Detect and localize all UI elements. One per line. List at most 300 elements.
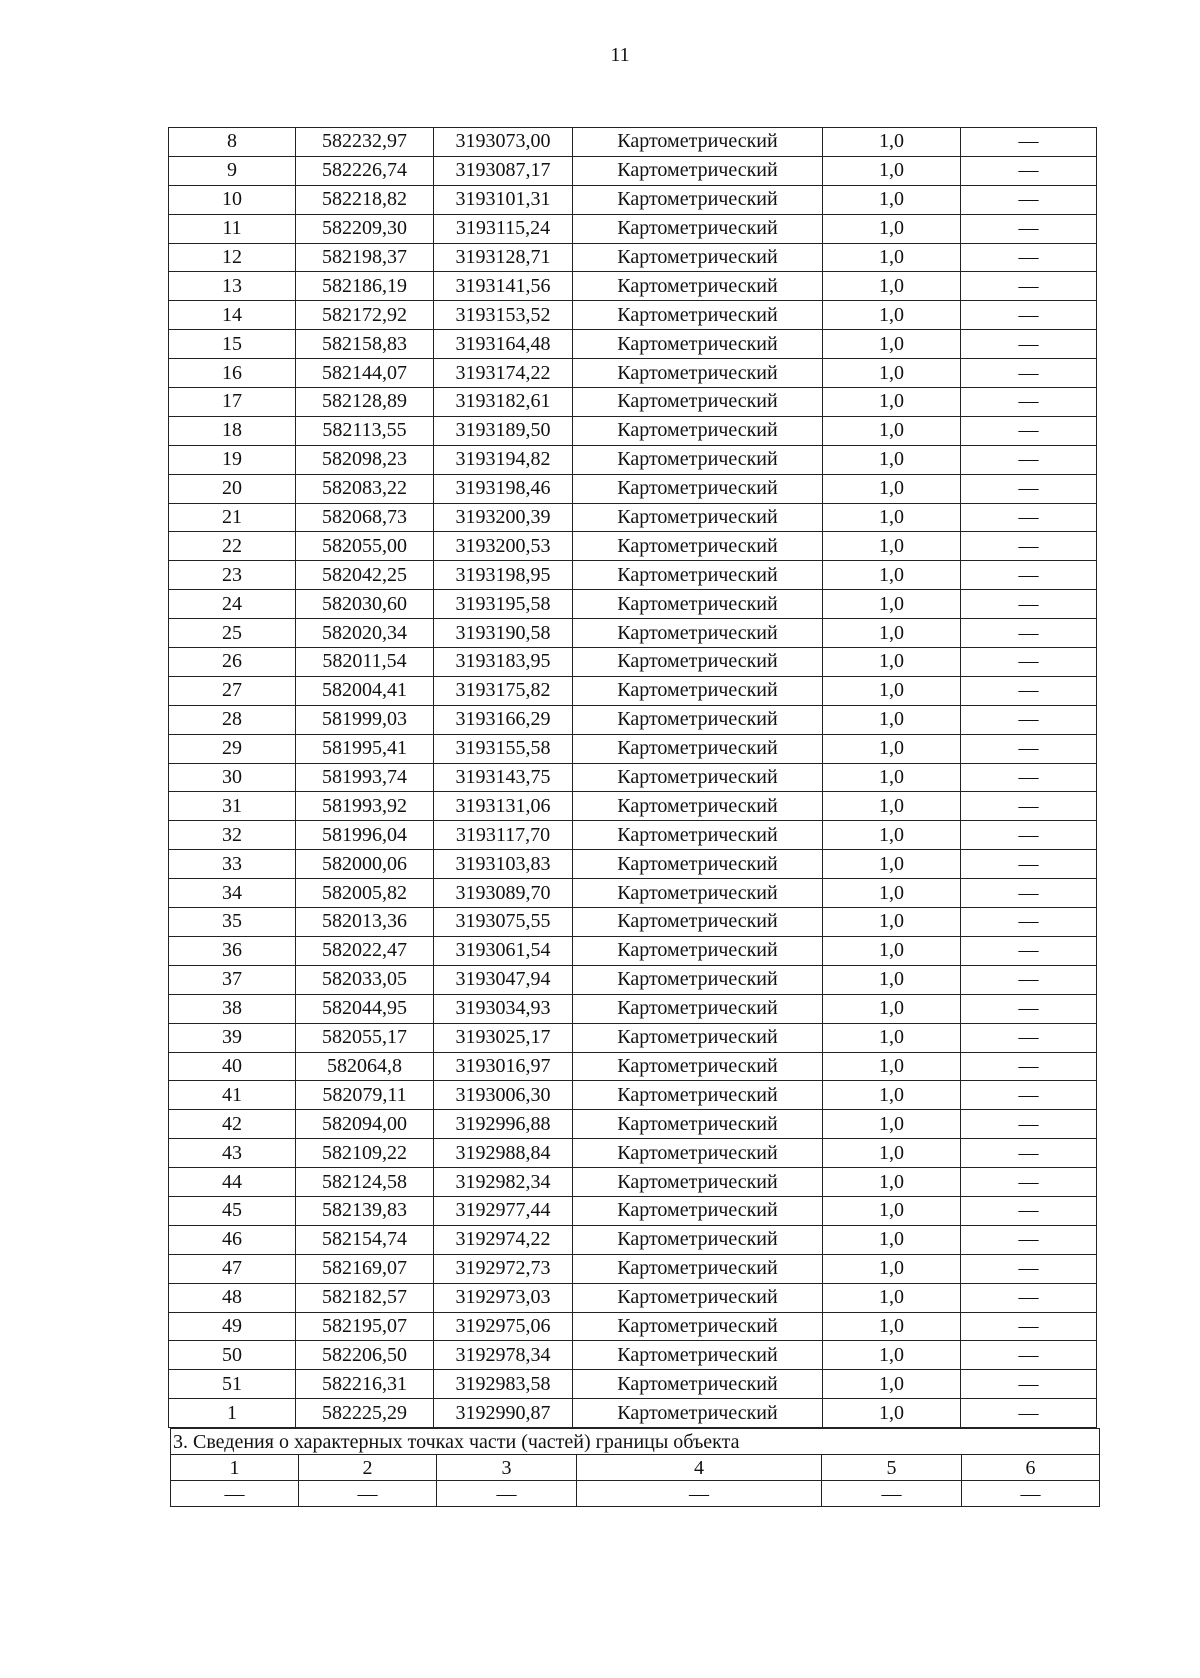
x-coordinate-cell: 582195,07: [296, 1312, 434, 1341]
method-cell: Картометрический: [573, 1110, 823, 1139]
table-row: [169, 128, 1097, 157]
method-cell: Картометрический: [573, 1225, 823, 1254]
x-coordinate-cell: 582042,25: [296, 561, 434, 590]
accuracy-cell: 1,0: [823, 301, 961, 330]
x-coordinate-cell: 582218,82: [296, 185, 434, 214]
accuracy-cell: 1,0: [823, 503, 961, 532]
y-coordinate-cell: 3193006,30: [434, 1081, 573, 1110]
method-cell: Картометрический: [573, 705, 823, 734]
point-number-cell: 36: [169, 936, 296, 965]
x-coordinate-cell: 582169,07: [296, 1254, 434, 1283]
table-row: [169, 965, 1097, 994]
accuracy-cell: 1,0: [823, 994, 961, 1023]
table-row: [169, 619, 1097, 648]
x-coordinate-cell: 582098,23: [296, 445, 434, 474]
x-coordinate-cell: 582124,58: [296, 1168, 434, 1197]
accuracy-cell: 1,0: [823, 1139, 961, 1168]
y-coordinate-cell: 3192977,44: [434, 1196, 573, 1225]
x-coordinate-cell: 582158,83: [296, 330, 434, 359]
method-cell: Картометрический: [573, 879, 823, 908]
x-coordinate-cell: 582064,8: [296, 1052, 434, 1081]
method-cell: Картометрический: [573, 1052, 823, 1081]
column-number-4: 4: [577, 1455, 822, 1481]
method-cell: Картометрический: [573, 128, 823, 157]
description-cell: —: [961, 330, 1097, 359]
accuracy-cell: 1,0: [823, 763, 961, 792]
section3-column-numbers-row: [171, 1455, 1100, 1481]
accuracy-cell: 1,0: [823, 676, 961, 705]
method-cell: Картометрический: [573, 792, 823, 821]
y-coordinate-cell: 3193175,82: [434, 676, 573, 705]
method-cell: Картометрический: [573, 734, 823, 763]
y-coordinate-cell: 3192988,84: [434, 1139, 573, 1168]
accuracy-cell: 1,0: [823, 1283, 961, 1312]
description-cell: —: [961, 185, 1097, 214]
x-coordinate-cell: 582186,19: [296, 272, 434, 301]
method-cell: Картометрический: [573, 648, 823, 677]
y-coordinate-cell: 3193131,06: [434, 792, 573, 821]
y-coordinate-cell: 3192978,34: [434, 1341, 573, 1370]
y-coordinate-cell: 3193195,58: [434, 590, 573, 619]
section3-heading-row: [171, 1429, 1100, 1455]
accuracy-cell: 1,0: [823, 330, 961, 359]
accuracy-cell: 1,0: [823, 590, 961, 619]
table-row: [169, 705, 1097, 734]
point-number-cell: 14: [169, 301, 296, 330]
column-number-6: 6: [962, 1455, 1100, 1481]
x-coordinate-cell: 582109,22: [296, 1139, 434, 1168]
table-row: [169, 185, 1097, 214]
y-coordinate-cell: 3193183,95: [434, 648, 573, 677]
x-coordinate-cell: 582055,17: [296, 1023, 434, 1052]
y-coordinate-cell: 3192973,03: [434, 1283, 573, 1312]
accuracy-cell: 1,0: [823, 1168, 961, 1197]
y-coordinate-cell: 3193153,52: [434, 301, 573, 330]
method-cell: Картометрический: [573, 416, 823, 445]
method-cell: Картометрический: [573, 388, 823, 417]
description-cell: —: [961, 1254, 1097, 1283]
boundary-points-table: [168, 127, 1097, 1428]
description-cell: —: [961, 1312, 1097, 1341]
description-cell: —: [961, 359, 1097, 388]
accuracy-cell: 1,0: [823, 1023, 961, 1052]
description-cell: —: [961, 1023, 1097, 1052]
empty-cell: —: [171, 1481, 299, 1507]
accuracy-cell: 1,0: [823, 272, 961, 301]
table-row: [169, 1312, 1097, 1341]
column-number-1: 1: [171, 1455, 299, 1481]
section3-table: [170, 1428, 1100, 1507]
column-number-5: 5: [822, 1455, 962, 1481]
description-cell: —: [961, 214, 1097, 243]
point-number-cell: 18: [169, 416, 296, 445]
table-row: [169, 1110, 1097, 1139]
accuracy-cell: 1,0: [823, 128, 961, 157]
x-coordinate-cell: 582004,41: [296, 676, 434, 705]
x-coordinate-cell: 582094,00: [296, 1110, 434, 1139]
table-row: [169, 1052, 1097, 1081]
x-coordinate-cell: 582044,95: [296, 994, 434, 1023]
accuracy-cell: 1,0: [823, 1341, 961, 1370]
column-number-2: 2: [299, 1455, 437, 1481]
point-number-cell: 43: [169, 1139, 296, 1168]
accuracy-cell: 1,0: [823, 1081, 961, 1110]
x-coordinate-cell: 582033,05: [296, 965, 434, 994]
x-coordinate-cell: 581993,74: [296, 763, 434, 792]
x-coordinate-cell: 582198,37: [296, 243, 434, 272]
table-row: [169, 532, 1097, 561]
y-coordinate-cell: 3193198,46: [434, 474, 573, 503]
table-row: [169, 359, 1097, 388]
accuracy-cell: 1,0: [823, 1225, 961, 1254]
table-row: [169, 503, 1097, 532]
y-coordinate-cell: 3193103,83: [434, 850, 573, 879]
table-row: [169, 445, 1097, 474]
y-coordinate-cell: 3193189,50: [434, 416, 573, 445]
table-row: [169, 1139, 1097, 1168]
accuracy-cell: 1,0: [823, 388, 961, 417]
y-coordinate-cell: 3193141,56: [434, 272, 573, 301]
point-number-cell: 42: [169, 1110, 296, 1139]
point-number-cell: 34: [169, 879, 296, 908]
y-coordinate-cell: 3193194,82: [434, 445, 573, 474]
method-cell: Картометрический: [573, 561, 823, 590]
method-cell: Картометрический: [573, 1254, 823, 1283]
x-coordinate-cell: 581995,41: [296, 734, 434, 763]
x-coordinate-cell: 582083,22: [296, 474, 434, 503]
table-row: [169, 1399, 1097, 1428]
x-coordinate-cell: 582144,07: [296, 359, 434, 388]
point-number-cell: 27: [169, 676, 296, 705]
table-row: [169, 388, 1097, 417]
method-cell: Картометрический: [573, 330, 823, 359]
y-coordinate-cell: 3193128,71: [434, 243, 573, 272]
table-row: [169, 821, 1097, 850]
x-coordinate-cell: 582216,31: [296, 1370, 434, 1399]
point-number-cell: 51: [169, 1370, 296, 1399]
point-number-cell: 35: [169, 908, 296, 937]
description-cell: —: [961, 908, 1097, 937]
accuracy-cell: 1,0: [823, 648, 961, 677]
table-row: [169, 1023, 1097, 1052]
point-number-cell: 30: [169, 763, 296, 792]
point-number-cell: 47: [169, 1254, 296, 1283]
point-number-cell: 1: [169, 1399, 296, 1428]
y-coordinate-cell: 3193166,29: [434, 705, 573, 734]
y-coordinate-cell: 3192983,58: [434, 1370, 573, 1399]
accuracy-cell: 1,0: [823, 908, 961, 937]
description-cell: —: [961, 590, 1097, 619]
point-number-cell: 13: [169, 272, 296, 301]
table-row: [169, 416, 1097, 445]
point-number-cell: 22: [169, 532, 296, 561]
accuracy-cell: 1,0: [823, 1254, 961, 1283]
point-number-cell: 33: [169, 850, 296, 879]
point-number-cell: 10: [169, 185, 296, 214]
table-row: [169, 1283, 1097, 1312]
x-coordinate-cell: 582011,54: [296, 648, 434, 677]
description-cell: —: [961, 416, 1097, 445]
method-cell: Картометрический: [573, 965, 823, 994]
point-number-cell: 46: [169, 1225, 296, 1254]
x-coordinate-cell: 582020,34: [296, 619, 434, 648]
method-cell: Картометрический: [573, 243, 823, 272]
description-cell: —: [961, 1052, 1097, 1081]
table-row: [169, 908, 1097, 937]
accuracy-cell: 1,0: [823, 879, 961, 908]
point-number-cell: 23: [169, 561, 296, 590]
x-coordinate-cell: 582232,97: [296, 128, 434, 157]
table-row: [169, 1254, 1097, 1283]
method-cell: Картометрический: [573, 1168, 823, 1197]
method-cell: Картометрический: [573, 994, 823, 1023]
point-number-cell: 28: [169, 705, 296, 734]
table-row: [169, 243, 1097, 272]
y-coordinate-cell: 3193190,58: [434, 619, 573, 648]
accuracy-cell: 1,0: [823, 561, 961, 590]
point-number-cell: 29: [169, 734, 296, 763]
table-row: [169, 792, 1097, 821]
x-coordinate-cell: 582030,60: [296, 590, 434, 619]
method-cell: Картометрический: [573, 359, 823, 388]
table-row: [169, 1341, 1097, 1370]
point-number-cell: 17: [169, 388, 296, 417]
point-number-cell: 25: [169, 619, 296, 648]
table-row: [169, 590, 1097, 619]
point-number-cell: 16: [169, 359, 296, 388]
table-row: [169, 330, 1097, 359]
point-number-cell: 40: [169, 1052, 296, 1081]
accuracy-cell: 1,0: [823, 185, 961, 214]
description-cell: —: [961, 1341, 1097, 1370]
y-coordinate-cell: 3193025,17: [434, 1023, 573, 1052]
table-row: [169, 1370, 1097, 1399]
method-cell: Картометрический: [573, 503, 823, 532]
point-number-cell: 50: [169, 1341, 296, 1370]
y-coordinate-cell: 3193115,24: [434, 214, 573, 243]
x-coordinate-cell: 582079,11: [296, 1081, 434, 1110]
y-coordinate-cell: 3193087,17: [434, 156, 573, 185]
description-cell: —: [961, 705, 1097, 734]
empty-cell: —: [577, 1481, 822, 1507]
accuracy-cell: 1,0: [823, 359, 961, 388]
method-cell: Картометрический: [573, 1283, 823, 1312]
empty-cell: —: [822, 1481, 962, 1507]
point-number-cell: 44: [169, 1168, 296, 1197]
x-coordinate-cell: 582055,00: [296, 532, 434, 561]
point-number-cell: 49: [169, 1312, 296, 1341]
x-coordinate-cell: 582225,29: [296, 1399, 434, 1428]
description-cell: —: [961, 1110, 1097, 1139]
y-coordinate-cell: 3193016,97: [434, 1052, 573, 1081]
y-coordinate-cell: 3192996,88: [434, 1110, 573, 1139]
description-cell: —: [961, 503, 1097, 532]
method-cell: Картометрический: [573, 821, 823, 850]
method-cell: Картометрический: [573, 1139, 823, 1168]
table-row: [169, 1196, 1097, 1225]
point-number-cell: 37: [169, 965, 296, 994]
accuracy-cell: 1,0: [823, 214, 961, 243]
table-row: [169, 156, 1097, 185]
y-coordinate-cell: 3193073,00: [434, 128, 573, 157]
table-row: [169, 561, 1097, 590]
y-coordinate-cell: 3193047,94: [434, 965, 573, 994]
method-cell: Картометрический: [573, 445, 823, 474]
y-coordinate-cell: 3193155,58: [434, 734, 573, 763]
table-row: [169, 850, 1097, 879]
x-coordinate-cell: 582013,36: [296, 908, 434, 937]
empty-cell: —: [299, 1481, 437, 1507]
point-number-cell: 31: [169, 792, 296, 821]
description-cell: —: [961, 850, 1097, 879]
point-number-cell: 48: [169, 1283, 296, 1312]
y-coordinate-cell: 3193200,53: [434, 532, 573, 561]
empty-cell: —: [437, 1481, 577, 1507]
method-cell: Картометрический: [573, 1399, 823, 1428]
accuracy-cell: 1,0: [823, 850, 961, 879]
point-number-cell: 45: [169, 1196, 296, 1225]
y-coordinate-cell: 3193200,39: [434, 503, 573, 532]
accuracy-cell: 1,0: [823, 705, 961, 734]
x-coordinate-cell: 582209,30: [296, 214, 434, 243]
table-row: [169, 763, 1097, 792]
description-cell: —: [961, 532, 1097, 561]
description-cell: —: [961, 1283, 1097, 1312]
table-row: [169, 648, 1097, 677]
y-coordinate-cell: 3193061,54: [434, 936, 573, 965]
description-cell: —: [961, 1196, 1097, 1225]
description-cell: —: [961, 561, 1097, 590]
y-coordinate-cell: 3192990,87: [434, 1399, 573, 1428]
method-cell: Картометрический: [573, 850, 823, 879]
page-number: 11: [610, 44, 630, 66]
x-coordinate-cell: 582226,74: [296, 156, 434, 185]
description-cell: —: [961, 1370, 1097, 1399]
method-cell: Картометрический: [573, 214, 823, 243]
description-cell: —: [961, 734, 1097, 763]
description-cell: —: [961, 243, 1097, 272]
accuracy-cell: 1,0: [823, 619, 961, 648]
x-coordinate-cell: 581993,92: [296, 792, 434, 821]
description-cell: —: [961, 619, 1097, 648]
method-cell: Картометрический: [573, 156, 823, 185]
x-coordinate-cell: 582139,83: [296, 1196, 434, 1225]
table-row: [169, 994, 1097, 1023]
accuracy-cell: 1,0: [823, 1312, 961, 1341]
description-cell: —: [961, 1139, 1097, 1168]
description-cell: —: [961, 792, 1097, 821]
table-row: [169, 301, 1097, 330]
section3-empty-row: [171, 1481, 1100, 1507]
y-coordinate-cell: 3192974,22: [434, 1225, 573, 1254]
method-cell: Картометрический: [573, 763, 823, 792]
accuracy-cell: 1,0: [823, 416, 961, 445]
x-coordinate-cell: 582022,47: [296, 936, 434, 965]
accuracy-cell: 1,0: [823, 1052, 961, 1081]
point-number-cell: 11: [169, 214, 296, 243]
x-coordinate-cell: 582128,89: [296, 388, 434, 417]
description-cell: —: [961, 965, 1097, 994]
accuracy-cell: 1,0: [823, 1196, 961, 1225]
description-cell: —: [961, 1168, 1097, 1197]
description-cell: —: [961, 821, 1097, 850]
accuracy-cell: 1,0: [823, 445, 961, 474]
point-number-cell: 39: [169, 1023, 296, 1052]
description-cell: —: [961, 1225, 1097, 1254]
point-number-cell: 32: [169, 821, 296, 850]
table-row: [169, 272, 1097, 301]
table-row: [169, 214, 1097, 243]
y-coordinate-cell: 3193075,55: [434, 908, 573, 937]
description-cell: —: [961, 994, 1097, 1023]
x-coordinate-cell: 582005,82: [296, 879, 434, 908]
method-cell: Картометрический: [573, 1312, 823, 1341]
accuracy-cell: 1,0: [823, 156, 961, 185]
y-coordinate-cell: 3192975,06: [434, 1312, 573, 1341]
y-coordinate-cell: 3193089,70: [434, 879, 573, 908]
y-coordinate-cell: 3193174,22: [434, 359, 573, 388]
y-coordinate-cell: 3193117,70: [434, 821, 573, 850]
accuracy-cell: 1,0: [823, 1399, 961, 1428]
y-coordinate-cell: 3193164,48: [434, 330, 573, 359]
point-number-cell: 15: [169, 330, 296, 359]
description-cell: —: [961, 156, 1097, 185]
column-number-3: 3: [437, 1455, 577, 1481]
description-cell: —: [961, 648, 1097, 677]
method-cell: Картометрический: [573, 676, 823, 705]
y-coordinate-cell: 3192972,73: [434, 1254, 573, 1283]
method-cell: Картометрический: [573, 1023, 823, 1052]
description-cell: —: [961, 474, 1097, 503]
method-cell: Картометрический: [573, 1081, 823, 1110]
accuracy-cell: 1,0: [823, 1370, 961, 1399]
table-row: [169, 879, 1097, 908]
accuracy-cell: 1,0: [823, 821, 961, 850]
point-number-cell: 8: [169, 128, 296, 157]
table-row: [169, 1081, 1097, 1110]
method-cell: Картометрический: [573, 908, 823, 937]
point-number-cell: 19: [169, 445, 296, 474]
point-number-cell: 9: [169, 156, 296, 185]
x-coordinate-cell: 582172,92: [296, 301, 434, 330]
y-coordinate-cell: 3193198,95: [434, 561, 573, 590]
accuracy-cell: 1,0: [823, 243, 961, 272]
x-coordinate-cell: 581999,03: [296, 705, 434, 734]
description-cell: —: [961, 128, 1097, 157]
y-coordinate-cell: 3193182,61: [434, 388, 573, 417]
accuracy-cell: 1,0: [823, 474, 961, 503]
accuracy-cell: 1,0: [823, 734, 961, 763]
method-cell: Картометрический: [573, 301, 823, 330]
point-number-cell: 24: [169, 590, 296, 619]
point-number-cell: 26: [169, 648, 296, 677]
empty-cell: —: [962, 1481, 1100, 1507]
accuracy-cell: 1,0: [823, 532, 961, 561]
description-cell: —: [961, 879, 1097, 908]
y-coordinate-cell: 3193101,31: [434, 185, 573, 214]
y-coordinate-cell: 3193143,75: [434, 763, 573, 792]
table-row: [169, 936, 1097, 965]
accuracy-cell: 1,0: [823, 792, 961, 821]
description-cell: —: [961, 763, 1097, 792]
method-cell: Картометрический: [573, 936, 823, 965]
y-coordinate-cell: 3192982,34: [434, 1168, 573, 1197]
section3-heading: 3. Сведения о характерных точках части (частей) границы объекта: [171, 1429, 1100, 1455]
point-number-cell: 38: [169, 994, 296, 1023]
method-cell: Картометрический: [573, 185, 823, 214]
description-cell: —: [961, 388, 1097, 417]
method-cell: Картометрический: [573, 272, 823, 301]
